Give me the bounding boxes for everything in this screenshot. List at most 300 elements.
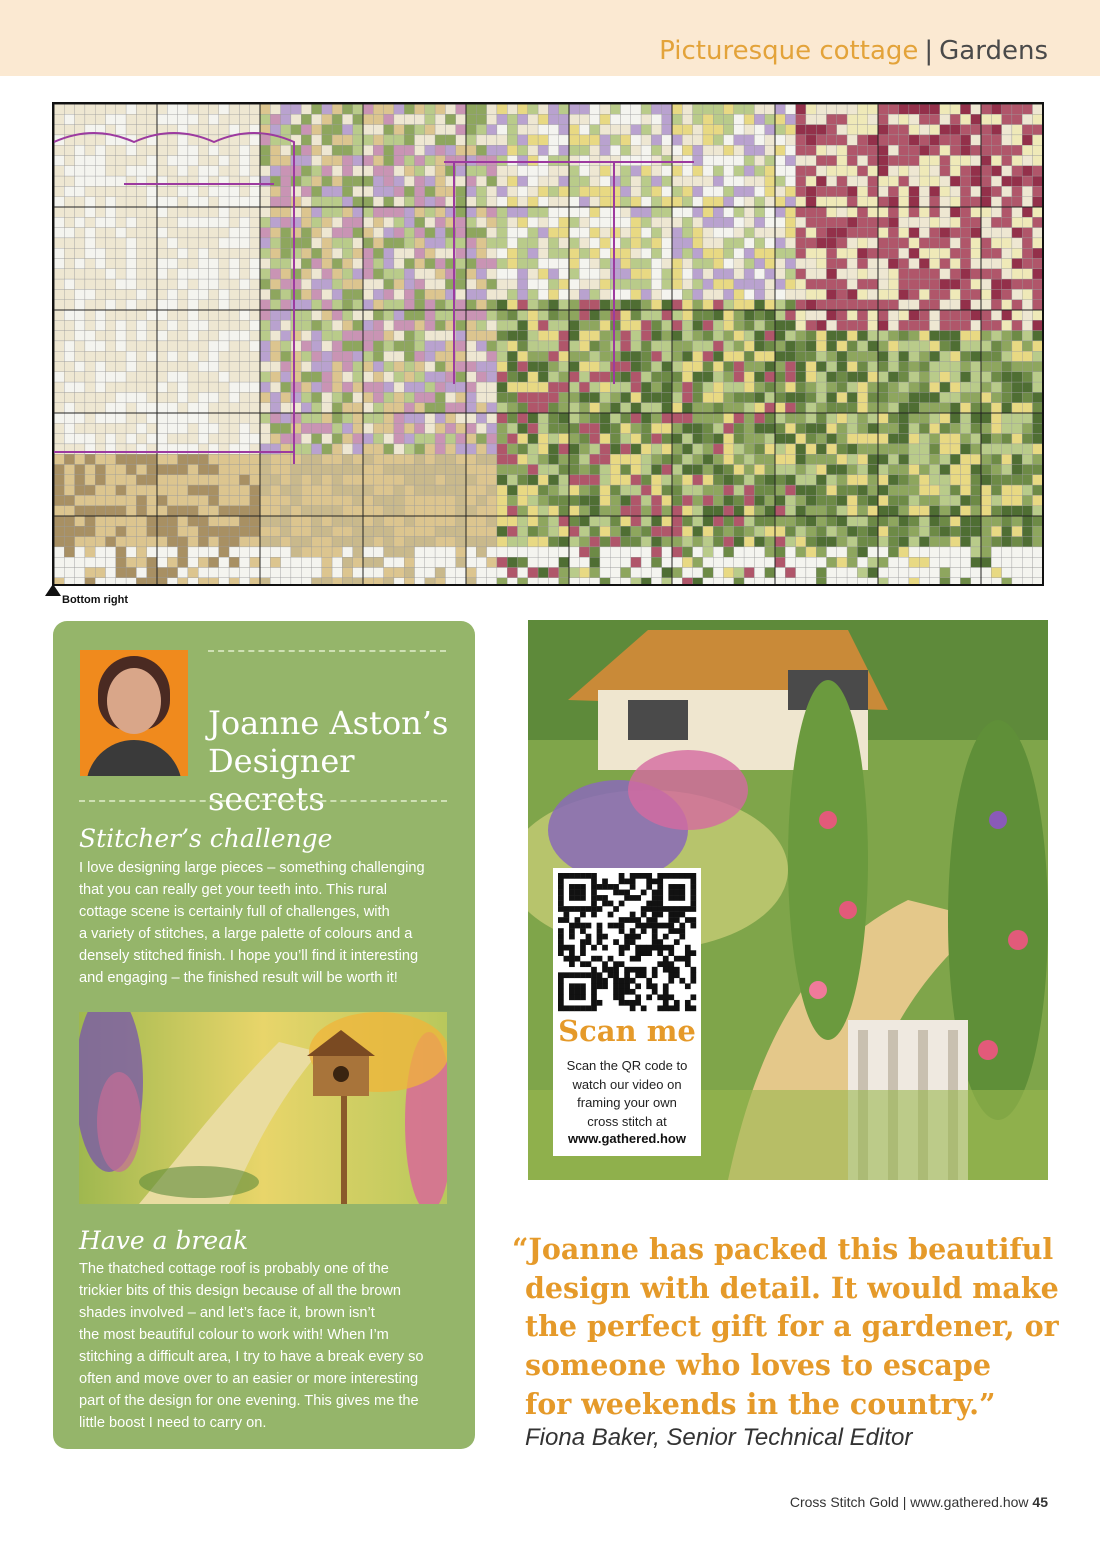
chart-cell bbox=[54, 310, 64, 320]
qr-module bbox=[652, 983, 658, 989]
chart-cell bbox=[579, 526, 589, 536]
chart-cell bbox=[373, 444, 383, 454]
chart-cell bbox=[857, 135, 867, 145]
qr-module bbox=[690, 972, 696, 978]
chart-cell bbox=[981, 557, 991, 567]
qr-module bbox=[569, 989, 575, 995]
chart-cell bbox=[940, 341, 950, 351]
chart-cell bbox=[662, 238, 672, 248]
chart-cell bbox=[847, 557, 857, 567]
chart-cell bbox=[971, 238, 981, 248]
chart-cell bbox=[75, 537, 85, 547]
chart-cell bbox=[373, 485, 383, 495]
text-line: that you can really get your teeth into. This rural bbox=[79, 882, 387, 898]
chart-cell bbox=[312, 207, 322, 217]
chart-cell bbox=[909, 537, 919, 547]
chart-cell bbox=[219, 186, 229, 196]
chart-cell bbox=[384, 186, 394, 196]
chart-cell bbox=[641, 485, 651, 495]
chart-cell bbox=[415, 331, 425, 341]
chart-cell bbox=[116, 207, 126, 217]
chart-cell bbox=[775, 166, 785, 176]
chart-cell bbox=[754, 413, 764, 423]
chart-cell bbox=[332, 166, 342, 176]
chart-cell bbox=[178, 310, 188, 320]
chart-cell bbox=[229, 568, 239, 578]
chart-cell bbox=[950, 166, 960, 176]
chart-cell bbox=[229, 495, 239, 505]
chart-cell bbox=[930, 434, 940, 444]
chart-cell bbox=[806, 495, 816, 505]
chart-cell bbox=[507, 279, 517, 289]
chart-cell bbox=[991, 413, 1001, 423]
chart-cell bbox=[312, 485, 322, 495]
chart-cell bbox=[981, 259, 991, 269]
scan-url[interactable]: www.gathered.how bbox=[568, 1131, 686, 1146]
chart-cell bbox=[147, 197, 157, 207]
chart-cell bbox=[270, 495, 280, 505]
chart-cell bbox=[559, 392, 569, 402]
chart-cell bbox=[1012, 537, 1022, 547]
chart-cell bbox=[909, 526, 919, 536]
chart-cell bbox=[847, 217, 857, 227]
chart-cell bbox=[209, 465, 219, 475]
chart-cell bbox=[775, 114, 785, 124]
chart-cell bbox=[868, 145, 878, 155]
chart-cell bbox=[456, 444, 466, 454]
chart-cell bbox=[960, 269, 970, 279]
chart-cell bbox=[188, 495, 198, 505]
chart-cell bbox=[579, 506, 589, 516]
qr-module bbox=[685, 956, 691, 962]
chart-cell bbox=[1012, 248, 1022, 258]
chart-cell bbox=[651, 207, 661, 217]
chart-cell bbox=[476, 568, 486, 578]
chart-cell bbox=[64, 125, 74, 135]
chart-cell bbox=[590, 197, 600, 207]
chart-cell bbox=[260, 526, 270, 536]
chart-cell bbox=[291, 228, 301, 238]
chart-cell bbox=[178, 382, 188, 392]
chart-cell bbox=[559, 197, 569, 207]
chart-cell bbox=[198, 372, 208, 382]
chart-cell bbox=[229, 186, 239, 196]
chart-cell bbox=[754, 516, 764, 526]
chart-cell bbox=[456, 217, 466, 227]
chart-cell bbox=[631, 434, 641, 444]
chart-cell bbox=[239, 392, 249, 402]
chart-cell bbox=[878, 516, 888, 526]
chart-cell bbox=[136, 454, 146, 464]
chart-cell bbox=[64, 166, 74, 176]
chart-cell bbox=[847, 423, 857, 433]
chart-cell bbox=[662, 526, 672, 536]
chart-cell bbox=[528, 259, 538, 269]
chart-cell bbox=[209, 320, 219, 330]
chart-cell bbox=[579, 423, 589, 433]
chart-cell bbox=[847, 465, 857, 475]
chart-cell bbox=[1012, 279, 1022, 289]
chart-cell bbox=[590, 351, 600, 361]
chart-cell bbox=[342, 578, 352, 584]
chart-cell bbox=[353, 506, 363, 516]
chart-cell bbox=[487, 269, 497, 279]
chart-cell bbox=[528, 197, 538, 207]
chart-cell bbox=[219, 392, 229, 402]
chart-cell bbox=[281, 506, 291, 516]
qr-module bbox=[646, 983, 652, 989]
chart-cell bbox=[662, 351, 672, 361]
chart-cell bbox=[85, 156, 95, 166]
qr-module bbox=[591, 956, 597, 962]
chart-cell bbox=[734, 310, 744, 320]
chart-cell bbox=[651, 156, 661, 166]
chart-cell bbox=[239, 269, 249, 279]
chart-cell bbox=[456, 228, 466, 238]
chart-cell bbox=[816, 145, 826, 155]
chart-cell bbox=[806, 217, 816, 227]
chart-cell bbox=[703, 537, 713, 547]
chart-cell bbox=[394, 125, 404, 135]
chart-cell bbox=[1033, 557, 1043, 567]
qr-module bbox=[679, 928, 685, 934]
chart-cell bbox=[847, 300, 857, 310]
chart-cell bbox=[270, 259, 280, 269]
chart-cell bbox=[291, 207, 301, 217]
qr-module bbox=[558, 972, 564, 978]
chart-cell bbox=[569, 228, 579, 238]
chart-cell bbox=[991, 176, 1001, 186]
chart-cell bbox=[353, 248, 363, 258]
qr-module bbox=[624, 890, 630, 896]
chart-cell bbox=[827, 372, 837, 382]
chart-cell bbox=[116, 104, 126, 114]
chart-cell bbox=[610, 516, 620, 526]
chart-cell bbox=[497, 310, 507, 320]
chart-cell bbox=[301, 289, 311, 299]
chart-cell bbox=[332, 341, 342, 351]
chart-cell bbox=[312, 475, 322, 485]
chart-cell bbox=[672, 125, 682, 135]
chart-cell bbox=[878, 269, 888, 279]
chart-cell bbox=[415, 351, 425, 361]
chart-cell bbox=[270, 238, 280, 248]
chart-cell bbox=[827, 568, 837, 578]
chart-cell bbox=[847, 382, 857, 392]
chart-cell bbox=[126, 310, 136, 320]
chart-cell bbox=[64, 495, 74, 505]
chart-cell bbox=[497, 444, 507, 454]
qr-module bbox=[558, 994, 564, 1000]
chart-cell bbox=[219, 475, 229, 485]
chart-cell bbox=[765, 547, 775, 557]
qr-module bbox=[663, 934, 669, 940]
chart-cell bbox=[960, 310, 970, 320]
chart-cell bbox=[693, 351, 703, 361]
chart-cell bbox=[167, 495, 177, 505]
chart-cell bbox=[95, 176, 105, 186]
chart-cell bbox=[765, 568, 775, 578]
chart-cell bbox=[384, 300, 394, 310]
qr-module bbox=[679, 895, 685, 901]
chart-cell bbox=[651, 269, 661, 279]
chart-cell bbox=[1012, 217, 1022, 227]
chart-cell bbox=[651, 238, 661, 248]
chart-cell bbox=[693, 362, 703, 372]
chart-cell bbox=[796, 176, 806, 186]
qr-module bbox=[624, 945, 630, 951]
chart-cell bbox=[178, 506, 188, 516]
chart-cell bbox=[857, 537, 867, 547]
chart-cell bbox=[991, 331, 1001, 341]
chart-cell bbox=[1012, 125, 1022, 135]
chart-cell bbox=[909, 372, 919, 382]
chart-cell bbox=[106, 238, 116, 248]
chart-cell bbox=[528, 413, 538, 423]
chart-cell bbox=[136, 197, 146, 207]
chart-cell bbox=[136, 217, 146, 227]
chart-cell bbox=[157, 392, 167, 402]
chart-cell bbox=[64, 578, 74, 584]
chart-cell bbox=[981, 166, 991, 176]
chart-cell bbox=[991, 259, 1001, 269]
chart-cell bbox=[301, 104, 311, 114]
chart-cell bbox=[734, 382, 744, 392]
chart-cell bbox=[147, 362, 157, 372]
qr-module bbox=[657, 923, 663, 929]
chart-cell bbox=[899, 413, 909, 423]
chart-cell bbox=[847, 362, 857, 372]
chart-cell bbox=[610, 372, 620, 382]
chart-cell bbox=[415, 114, 425, 124]
chart-cell bbox=[157, 197, 167, 207]
chart-cell bbox=[857, 228, 867, 238]
chart-cell bbox=[342, 454, 352, 464]
chart-cell bbox=[209, 434, 219, 444]
chart-cell bbox=[178, 557, 188, 567]
chart-cell bbox=[270, 382, 280, 392]
chart-cell bbox=[126, 145, 136, 155]
chart-cell bbox=[487, 506, 497, 516]
chart-cell bbox=[703, 506, 713, 516]
chart-cell bbox=[621, 423, 631, 433]
chart-cell bbox=[600, 557, 610, 567]
chart-cell bbox=[332, 310, 342, 320]
chart-cell bbox=[579, 228, 589, 238]
chart-cell bbox=[332, 362, 342, 372]
chart-cell bbox=[178, 454, 188, 464]
chart-cell bbox=[260, 465, 270, 475]
chart-cell bbox=[590, 186, 600, 196]
chart-cell bbox=[229, 434, 239, 444]
qr-module bbox=[690, 1005, 696, 1011]
chart-cell bbox=[435, 423, 445, 433]
qr-module bbox=[674, 890, 680, 896]
chart-cell bbox=[250, 475, 260, 485]
chart-cell bbox=[466, 475, 476, 485]
chart-cell bbox=[435, 537, 445, 547]
chart-cell bbox=[548, 454, 558, 464]
chart-cell bbox=[507, 238, 517, 248]
chart-cell bbox=[126, 217, 136, 227]
chart-cell bbox=[136, 547, 146, 557]
chart-cell bbox=[857, 207, 867, 217]
chart-cell bbox=[930, 495, 940, 505]
qr-module bbox=[619, 890, 625, 896]
chart-cell bbox=[136, 506, 146, 516]
chart-cell bbox=[528, 186, 538, 196]
chart-cell bbox=[239, 186, 249, 196]
chart-cell bbox=[394, 135, 404, 145]
chart-cell bbox=[507, 259, 517, 269]
chart-cell bbox=[445, 114, 455, 124]
chart-cell bbox=[497, 248, 507, 258]
chart-cell bbox=[136, 578, 146, 584]
chart-cell bbox=[847, 207, 857, 217]
chart-cell bbox=[219, 382, 229, 392]
chart-cell bbox=[260, 104, 270, 114]
chart-cell bbox=[126, 475, 136, 485]
chart-cell bbox=[610, 248, 620, 258]
chart-cell bbox=[857, 279, 867, 289]
chart-cell bbox=[332, 465, 342, 475]
chart-cell bbox=[538, 207, 548, 217]
chart-cell bbox=[610, 578, 620, 584]
qr-module bbox=[558, 945, 564, 951]
chart-cell bbox=[960, 485, 970, 495]
chart-cell bbox=[270, 557, 280, 567]
chart-cell bbox=[1012, 568, 1022, 578]
chart-cell bbox=[960, 104, 970, 114]
chart-cell bbox=[940, 423, 950, 433]
chart-cell bbox=[415, 207, 425, 217]
chart-cell bbox=[466, 269, 476, 279]
chart-cell bbox=[456, 475, 466, 485]
chart-cell bbox=[518, 289, 528, 299]
chart-cell bbox=[724, 114, 734, 124]
chart-cell bbox=[971, 135, 981, 145]
chart-cell bbox=[631, 423, 641, 433]
chart-cell bbox=[631, 259, 641, 269]
chart-cell bbox=[950, 351, 960, 361]
chart-cell bbox=[116, 114, 126, 124]
chart-cell bbox=[456, 238, 466, 248]
chart-cell bbox=[198, 454, 208, 464]
chart-cell bbox=[579, 279, 589, 289]
chart-cell bbox=[373, 259, 383, 269]
chart-cell bbox=[332, 197, 342, 207]
chart-cell bbox=[827, 104, 837, 114]
chart-cell bbox=[806, 186, 816, 196]
chart-cell bbox=[641, 238, 651, 248]
chart-cell bbox=[878, 506, 888, 516]
chart-cell bbox=[312, 217, 322, 227]
chart-cell bbox=[744, 228, 754, 238]
chart-cell bbox=[363, 434, 373, 444]
chart-cell bbox=[1012, 300, 1022, 310]
chart-cell bbox=[754, 156, 764, 166]
chart-cell bbox=[198, 248, 208, 258]
qr-module bbox=[597, 978, 603, 984]
chart-cell bbox=[641, 578, 651, 584]
chart-cell bbox=[621, 372, 631, 382]
chart-cell bbox=[713, 454, 723, 464]
chart-cell bbox=[827, 475, 837, 485]
chart-cell bbox=[579, 145, 589, 155]
chart-cell bbox=[415, 320, 425, 330]
chart-cell bbox=[971, 495, 981, 505]
chart-cell bbox=[209, 568, 219, 578]
chart-cell bbox=[157, 465, 167, 475]
chart-cell bbox=[981, 495, 991, 505]
chart-cell bbox=[827, 547, 837, 557]
chart-cell bbox=[415, 382, 425, 392]
chart-cell bbox=[857, 526, 867, 536]
qr-module bbox=[641, 928, 647, 934]
chart-cell bbox=[621, 197, 631, 207]
chart-cell bbox=[1012, 362, 1022, 372]
chart-cell bbox=[651, 547, 661, 557]
chart-cell bbox=[136, 341, 146, 351]
chart-cell bbox=[662, 125, 672, 135]
qr-code[interactable] bbox=[553, 868, 701, 1016]
chart-cell bbox=[847, 269, 857, 279]
chart-cell bbox=[404, 516, 414, 526]
chart-cell bbox=[662, 557, 672, 567]
chart-cell bbox=[662, 300, 672, 310]
chart-cell bbox=[991, 444, 1001, 454]
chart-cell bbox=[507, 351, 517, 361]
chart-cell bbox=[507, 320, 517, 330]
chart-cell bbox=[899, 392, 909, 402]
chart-cell bbox=[816, 423, 826, 433]
chart-cell bbox=[507, 568, 517, 578]
chart-cell bbox=[899, 485, 909, 495]
chart-cell bbox=[1022, 331, 1032, 341]
chart-cell bbox=[641, 114, 651, 124]
chart-cell bbox=[734, 362, 744, 372]
chart-cell bbox=[847, 145, 857, 155]
footer-website[interactable]: www.gathered.how bbox=[910, 1494, 1029, 1510]
qr-module bbox=[657, 901, 663, 907]
chart-cell bbox=[868, 279, 878, 289]
chart-cell bbox=[147, 434, 157, 444]
chart-cell bbox=[270, 434, 280, 444]
chart-cell bbox=[610, 537, 620, 547]
chart-cell bbox=[816, 578, 826, 584]
chart-cell bbox=[703, 279, 713, 289]
chart-cell bbox=[827, 125, 837, 135]
chart-cell bbox=[579, 238, 589, 248]
chart-cell bbox=[641, 362, 651, 372]
chart-cell bbox=[878, 259, 888, 269]
chart-cell bbox=[899, 526, 909, 536]
chart-cell bbox=[775, 454, 785, 464]
chart-cell bbox=[909, 145, 919, 155]
chart-cell bbox=[971, 341, 981, 351]
chart-cell bbox=[785, 217, 795, 227]
chart-cell bbox=[868, 557, 878, 567]
chart-cell bbox=[960, 248, 970, 258]
chart-cell bbox=[312, 372, 322, 382]
chart-cell bbox=[178, 269, 188, 279]
chart-cell bbox=[754, 506, 764, 516]
chart-cell bbox=[209, 238, 219, 248]
chart-cell bbox=[239, 197, 249, 207]
chart-cell bbox=[219, 166, 229, 176]
chart-cell bbox=[147, 341, 157, 351]
chart-cell bbox=[579, 444, 589, 454]
